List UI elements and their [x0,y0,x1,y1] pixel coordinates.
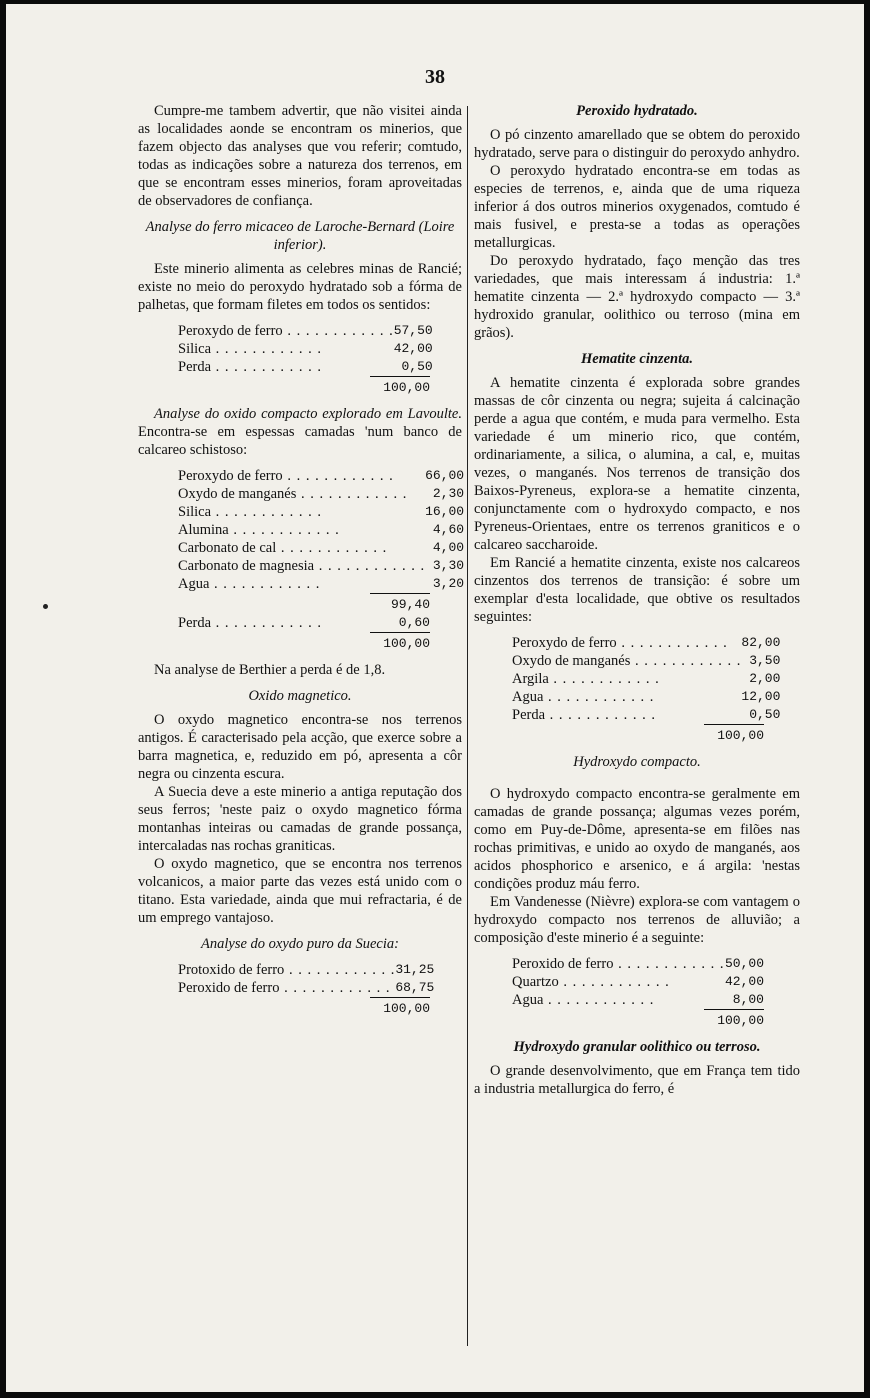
paragraph: O oxydo magnetico, que se encontra nos terrenos volcanicos, a maior parte das vezes está unido com o titano. Esta variedade, ainda que mui refractaria, é de um emprego vantajoso. [138,856,462,926]
component-label: Carbonato de magnesia . . . [178,558,425,574]
component-label: Protoxido de ferro . . . [178,962,395,978]
paragraph: O pó cinzento amarellado que se obtem do peroxido hydratado, serve para o distinguir do peroxydo anhydro. [474,127,800,161]
component-value: 3,20 [432,576,465,591]
paragraph-text: Encontra-se em espessas camadas 'num banco de calcareo schistoso: [138,424,462,458]
section-heading: Hydroxydo compacto. [573,754,701,770]
table-row [178,979,434,997]
table-row [178,503,464,521]
component-label: Perda . . . [512,707,656,723]
component-label: Silica . . . [178,341,322,357]
paragraph: O hydroxydo compacto encontra-se geralmente em camadas de grande possança; algumas vezes porém, como em Puy-de-Dôme, apresenta-se em filões nas rochas primitivas, e unido ao oxydo de manganés, aos acidos phosphorico e arsenico, e á argila: 'nestas condições produz máu ferro. [474,786,800,892]
paragraph: O peroxydo hydratado encontra-se em todas as especies de terrenos, e, ainda que de uma riqueza inferior á dos outros minerios oxygenados, comtudo é mais fusivel, e presta-se a todas as operações metallurgicas. [474,163,800,251]
table-row [178,557,464,575]
component-value: 4,60 [432,522,465,537]
component-label: Peroxydo de ferro . . . [178,323,394,339]
table-row [178,575,464,593]
analysis-table [178,614,430,632]
component-value: 42,00 [724,974,764,989]
analysis-table [512,634,780,724]
table-row [512,706,780,724]
component-label: Peroxydo de ferro . . . [178,468,394,484]
table-row [178,340,433,358]
component-value: 42,00 [393,341,433,356]
table-row [512,652,780,670]
table-total: 100,00 [370,632,430,653]
component-value: 12,00 [741,689,781,704]
component-value: 66,00 [425,468,465,483]
component-value: 16,00 [425,504,465,519]
table-row [178,961,434,979]
paragraph: Em Rancié a hematite cinzenta, existe nos calcareos cinzentos dos terrenos de transição: é sobre um exemplar d'esta localidade, que obtive os resultados seguintes: [474,555,800,625]
paragraph: Cumpre-me tambem advertir, que não visitei ainda as localidades aonde se encontram os minerios, que fazem objecto das analyses que vou referir; comtudo, todas as indicações sobre a natureza dos terrenos, em que se encontram esses minerios, foram aproveitadas de observadores de confiança. [138,103,462,209]
table-row [178,539,464,557]
component-label: Agua . . . [512,992,654,1008]
component-label: Agua . . . [178,576,320,592]
component-value: 82,00 [741,635,781,650]
component-label: Carbonato de cal . . . [178,540,387,556]
left-column [138,102,465,1018]
component-value: 2,30 [432,486,465,501]
table-row [512,670,780,688]
component-value: 8,00 [732,992,764,1007]
analysis-table [512,955,764,1009]
table-row [512,688,780,706]
component-value: 3,50 [749,653,781,668]
ink-speck [43,604,48,609]
component-label: Perda . . . [178,359,322,375]
table-row [512,634,780,652]
component-label: Peroxido de ferro . . . [178,980,390,996]
component-label: Alumina . . . [178,522,340,538]
section-heading: Hematite cinzenta. [581,351,693,367]
table-subtotal: 99,40 [370,593,430,614]
paragraph [138,405,462,459]
component-value: 3,30 [432,558,465,573]
paragraph: Na analyse de Berthier a perda é de 1,8. [154,662,386,678]
component-value: 68,75 [395,980,435,995]
paragraph: O grande desenvolvimento, que em França tem tido a industria metallurgica do ferro, é [474,1063,800,1097]
component-value: 0,60 [398,615,430,630]
paragraph: A Suecia deve a este minerio a antiga reputação dos seus ferros; 'neste paiz o oxydo magnetico fórma montanhas inteiras ou camadas de grande possança, intercaladas nas rochas graniticas. [138,784,462,854]
component-value: 0,50 [401,359,433,374]
component-label: Oxydo de manganés . . . [178,486,407,502]
section-heading: Analyse do oxido compacto explorado em Lavoulte. [154,406,462,422]
component-value: 57,50 [393,323,433,338]
component-label: Peroxido de ferro . . . [512,956,724,972]
component-value: 50,00 [724,956,764,971]
component-label: Oxydo de manganés . . . [512,653,741,669]
component-label: Quartzo . . . [512,974,670,990]
column-divider [467,106,468,1346]
paragraph: O oxydo magnetico encontra-se nos terrenos antigos. É caracterisado pela acção, que exerce sobre a barra magnetica, e, reduzido em pó, apresenta a côr negra ou cinzenta escura. [138,712,462,782]
analysis-table [178,961,434,997]
table-row [512,973,764,991]
analysis-table [178,467,464,593]
table-row [178,322,433,340]
component-label: Silica . . . [178,504,322,520]
table-row [178,485,464,503]
table-total: 100,00 [370,997,430,1018]
component-value: 0,50 [749,707,781,722]
table-total: 100,00 [370,376,430,397]
component-value: 4,00 [432,540,465,555]
paragraph: Em Vandenesse (Nièvre) explora-se com vantagem o hydroxydo compacto nos terrenos de alluvião; a composição d'este minerio é a seguinte: [474,894,800,946]
paragraph: Este minerio alimenta as celebres minas de Rancié; existe no meio do peroxydo hydratado sob a fórma de palhetas, que formam filetes em todos os sentidos: [138,261,462,313]
section-heading: Analyse do ferro micaceo de Laroche-Bernard (Loire inferior). [145,219,455,253]
component-label: Perda . . . [178,615,322,631]
component-label: Argila . . . [512,671,660,687]
table-total: 100,00 [704,724,764,745]
section-heading: Hydroxydo granular oolithico ou terroso. [513,1039,761,1055]
table-row [178,358,433,376]
table-total: 100,00 [704,1009,764,1030]
paragraph: Do peroxydo hydratado, faço menção das tres variedades, que mais interessam á industria: 1.ª hematite cinzenta — 2.ª hydroxydo compacto — 3.ª hydroxido granular, oolithico ou terroso (mina em grãos). [474,253,800,341]
component-label: Agua . . . [512,689,654,705]
section-heading: Peroxido hydratado. [576,103,698,119]
section-heading: Analyse do oxydo puro da Suecia: [201,936,399,952]
table-row [512,991,764,1009]
section-heading: Oxido magnetico. [248,688,352,704]
table-row [178,467,464,485]
table-row [178,614,430,632]
component-value: 31,25 [395,962,435,977]
book-page [6,4,864,1392]
component-value: 2,00 [749,671,781,686]
right-column [474,102,800,1098]
table-row [178,521,464,539]
paragraph: A hematite cinzenta é explorada sobre grandes massas de côr cinzenta ou negra; sujeita á calcinação perde a agua que contém, e muda para vermelho. Esta variedade é um minerio rico, que contém, ordinariamente, a silica, o alumina, a cal, e, muitas vezes, o manganés. Nos terrenos de transição dos Baixos-Pyreneus, explora-se a hematite cinzenta, conjunctamente com o hydroxydo compacto, e nos Pyreneus-Orientaes, entre os terrenos graniticos e o calcareo saccharoide. [474,375,800,553]
table-row [512,955,764,973]
analysis-table [178,322,433,376]
page-number: 38 [425,66,445,88]
component-label: Peroxydo de ferro . . . [512,635,728,651]
